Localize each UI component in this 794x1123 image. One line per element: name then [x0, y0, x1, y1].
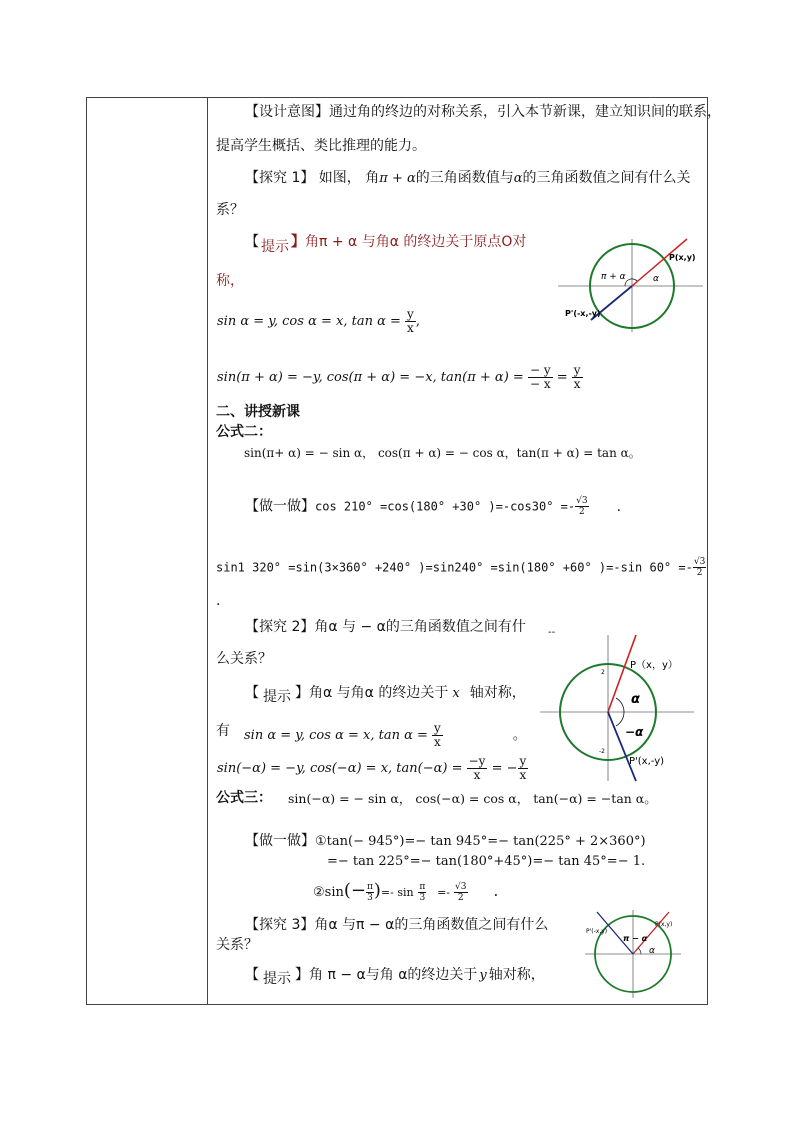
figure-2-unit-circle	[538, 633, 696, 783]
equation-1: sin α = y, cos α = x, tan α = $\frac{y}{x}$ ,	[217, 307, 420, 335]
equation-3: sin α = y, cos α = x, tan α = $\frac{y}{x}$ 。	[244, 721, 526, 749]
design-intent-line2: 提高学生概括、类比推理的能力。	[216, 138, 426, 154]
doit3-line3: ②sin(− $\frac{\pi}{3}$ )=- sin $\frac{\pi}{3}$ =- $\frac{√3}{2}$ .	[313, 880, 499, 903]
formula3-label: 公式三：	[216, 790, 272, 806]
p-label: P（x，y）	[630, 660, 678, 671]
hint1-line2: 称，	[216, 273, 244, 289]
equation-2: sin(π + α) = −y, cos(π + α) = −x, tan(π + α) = $\frac{- y}{- x}$ = $\frac{y}{x}$	[217, 363, 581, 391]
explore1-line1: 【探究 1】 如图， 角π + α的三角函数值与α的三角函数值之间有什么关	[245, 170, 691, 186]
angle-label: π + α	[601, 272, 626, 282]
hint3-line: 【 提示 】角 π − α与角 α的终边关于 y 轴对称，	[245, 967, 545, 987]
formula3-body: sin(−α) = − sin α， cos(−α) = cos α， tan(−α) = −tan α。	[288, 791, 657, 806]
eq3-lead: 有	[216, 723, 230, 739]
pp-label: P'(x,-y)	[629, 756, 665, 767]
explore2-dash: --	[548, 627, 556, 638]
formula2-label: 公式二：	[216, 424, 272, 440]
p-label: P(x,y)	[669, 253, 696, 262]
hint2-line: 【 提示 】角α 与角α 的终边关于 x 轴对称，	[245, 685, 526, 705]
explore2-line1: 【探究 2】角α 与 − α的三角函数值之间有什	[245, 619, 526, 635]
explore3-line2: 关系？	[216, 937, 258, 953]
hint1-line1: 【 提示 】角π + α 与角α 的终边关于原点O对	[245, 234, 527, 255]
doit2-line: sin1 320° =sin(3×360° +240° )=sin240° =sin(180° +60° )=-sin 60° =- $\frac{√3}{2}$	[216, 557, 706, 578]
design-intent-line1: 【设计意图】通过角的终边的对称关系，引入本节新课，建立知识间的联系，	[245, 104, 721, 120]
formula2-body: sin(π+ α) = − sin α， cos(π + α) = − cos α，tan(π + α) = tan α。	[244, 446, 641, 460]
angle-label: π − α	[623, 934, 648, 943]
column-divider	[207, 97, 208, 1005]
alpha-label: α	[631, 692, 640, 707]
doit2-dot: .	[216, 593, 221, 609]
pp-label: P'(-x,y)	[586, 928, 608, 935]
p-label: P(x,y)	[655, 921, 673, 928]
alpha-label: α	[649, 946, 655, 956]
tick-label-bottom: -2	[599, 748, 605, 755]
doit3-line2: =− tan 225°=− tan(180°+45°)=− tan 45°=− 1.	[327, 854, 646, 869]
alpha-label: α	[653, 274, 659, 284]
tick-label-top: 2	[601, 669, 605, 676]
equation-4: sin(−α) = −y, cos(−α) = x, tan(−α) = $\frac{-y}{x}$ = − $\frac{y}{x}$	[217, 754, 527, 782]
figure-1-unit-circle	[553, 234, 709, 334]
explore3-line1: 【探究 3】角α 与π − α的三角函数值之间有什么	[245, 917, 549, 933]
doit1-line: 【做一做】cos 210° =cos(180° +30° )=-cos30° =- $\frac{√3}{2}$ .	[245, 496, 622, 517]
doit3-line1: 【做一做】①tan(− 945°)=− tan 945°=− tan(225° + 2×360°)	[245, 833, 646, 849]
figure-3-unit-circle	[583, 908, 683, 1000]
pp-label: P'(-x,-y)	[565, 309, 601, 318]
explore2-line2: 么关系？	[216, 651, 272, 667]
neg-alpha-label: −α	[625, 725, 644, 739]
explore1-line2: 系？	[216, 202, 244, 218]
section-title: 二、讲授新课	[216, 404, 300, 420]
